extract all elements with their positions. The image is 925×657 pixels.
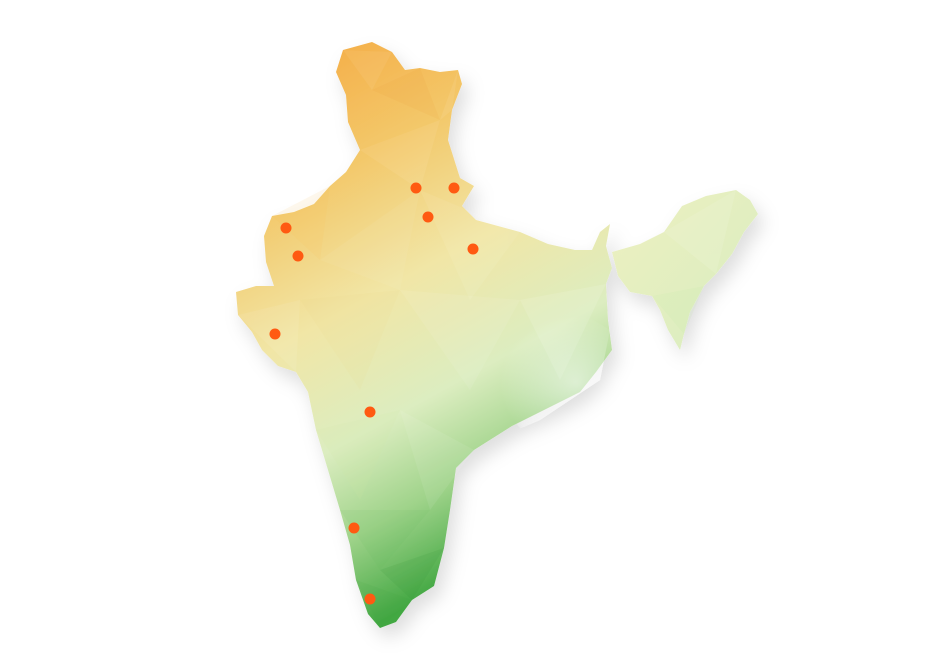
city-marker[interactable] <box>449 183 460 194</box>
city-marker[interactable] <box>270 329 281 340</box>
city-marker[interactable] <box>411 183 422 194</box>
city-marker[interactable] <box>468 244 479 255</box>
city-marker[interactable] <box>349 523 360 534</box>
city-marker[interactable] <box>365 594 376 605</box>
city-marker[interactable] <box>293 251 304 262</box>
city-marker[interactable] <box>281 223 292 234</box>
city-marker[interactable] <box>365 407 376 418</box>
city-marker[interactable] <box>423 212 434 223</box>
